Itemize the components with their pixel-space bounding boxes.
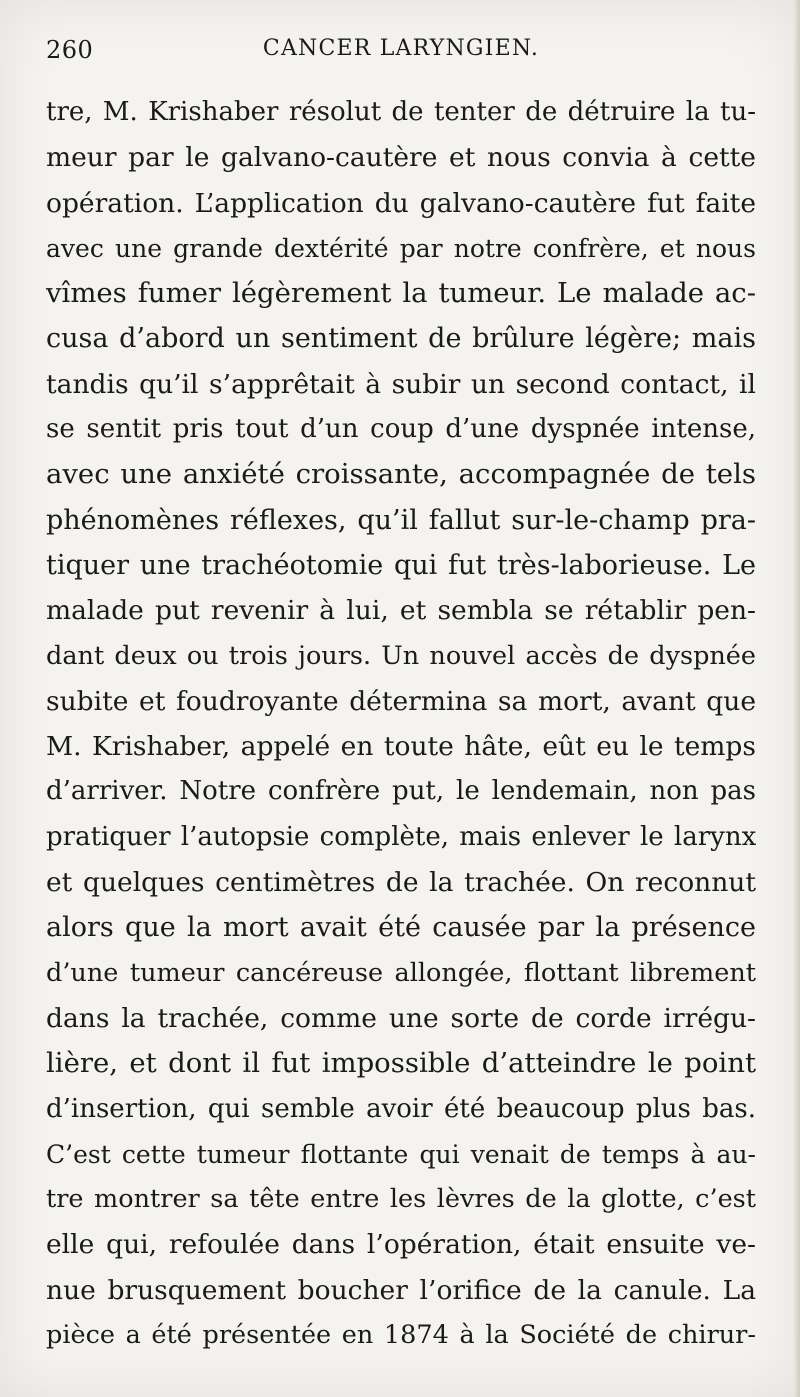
text-line: tiquer une trachéotomie qui fut très-laborieuse. Le	[46, 549, 756, 581]
text-line: d’une tumeur cancéreuse allongée, flottant librement	[46, 957, 756, 988]
text-line: meur par le galvano-cautère et nous convia à cette	[46, 142, 756, 174]
text-line: pièce a été présentée en 1874 à la Société de chirur-	[46, 1320, 756, 1351]
text-line: elle qui, refoulée dans l’opération, était ensuite ve-	[46, 1229, 756, 1261]
text-line: pratiquer l’autopsie complète, mais enlever le larynx	[46, 821, 757, 852]
text-line: opération. L’application du galvano-cautère fut faite	[46, 187, 756, 219]
running-title: CANCER LARYNGIEN.	[262, 36, 540, 61]
text-line: dant deux ou trois jours. Un nouvel accès de dyspnée	[46, 640, 756, 671]
text-line: avec une grande dextérité par notre confrère, et nous	[46, 233, 756, 263]
text-line: subite et foudroyante détermina sa mort, avant que	[46, 685, 756, 717]
text-line: tre, M. Krishaber résolut de tenter de détruire la tu-	[46, 97, 756, 127]
page-header	[46, 36, 756, 70]
text-line: cusa d’abord un sentiment de brûlure légère; mais	[46, 323, 756, 355]
text-line: malade put revenir à lui, et sembla se rétablir pen-	[46, 595, 756, 627]
text-line: d’insertion, qui semble avoir été beaucoup plus bas.	[46, 1093, 756, 1124]
page-edge	[794, 0, 800, 1397]
text-line: M. Krishaber, appelé en toute hâte, eût eu le temps	[46, 731, 756, 763]
text-line: tandis qu’il s’apprêtait à subir un second contact, il	[46, 368, 756, 400]
text-line: dans la trachée, comme une sorte de corde irrégu-	[46, 1002, 756, 1034]
text-line: vîmes fumer légèrement la tumeur. Le malade ac-	[46, 277, 756, 310]
text-line: nue brusquement boucher l’orifice de la canule. La	[46, 1274, 756, 1306]
text-line: C’est cette tumeur flottante qui venait de temps à au-	[46, 1139, 756, 1169]
text-line: se sentit pris tout d’un coup d’une dyspnée intense,	[46, 414, 756, 445]
text-line: et quelques centimètres de la trachée. On reconnut	[46, 867, 756, 899]
text-line: d’arriver. Notre confrère put, le lendemain, non pas	[46, 776, 756, 807]
text-line: tre montrer sa tête entre les lèvres de la glotte, c’est	[46, 1184, 756, 1215]
text-line: alors que la mort avait été causée par la présence	[46, 912, 756, 944]
page-number: 260	[46, 36, 94, 64]
text-line: lière, et dont il fut impossible d’atteindre le point	[46, 1047, 756, 1080]
text-line: phénomènes réflexes, qu’il fallut sur-le-champ pra-	[46, 504, 756, 536]
body-text	[46, 90, 756, 1358]
text-line: avec une anxiété croissante, accompagnée de tels	[46, 458, 756, 491]
